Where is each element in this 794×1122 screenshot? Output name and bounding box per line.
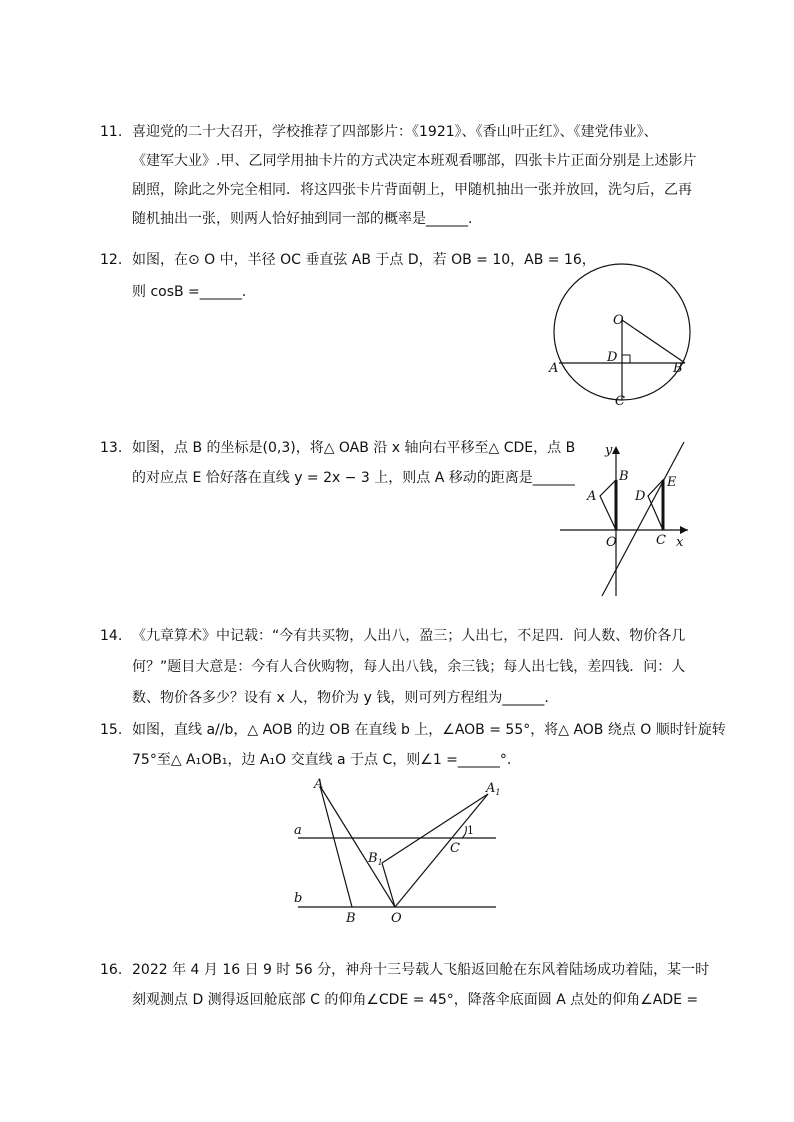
question-number: 15. — [100, 722, 123, 738]
label-A: A — [549, 361, 559, 376]
label-A1: $A_1$ — [486, 781, 501, 797]
question-line: 何？”题目大意是：今有人合伙购物，每人出八钱，余三钱；每人出七钱，差四钱．问：人 — [132, 659, 686, 675]
question-number: 14. — [100, 628, 123, 644]
question-13 — [100, 434, 576, 494]
label-B1: $B_1$ — [368, 851, 383, 867]
label-O: O — [606, 535, 617, 550]
question-16 — [100, 956, 710, 1016]
question-line: 喜迎党的二十大召开，学校推荐了四部影片：《1921》、《香山叶正红》、《建党伟业》、 — [132, 124, 658, 140]
question-line: 2022 年 4 月 16 日 9 时 56 分，神舟十三号载人飞船返回舱在东风着陆场成功着陆，某一时 — [132, 962, 710, 978]
question-line: 如图，点 B 的坐标是(0,3)，将△ OAB 沿 x 轴向右平移至△ CDE，点 B — [132, 440, 576, 456]
question-number: 12. — [100, 252, 123, 268]
label-B: B — [346, 911, 356, 926]
label-angle-1: 1 — [467, 824, 474, 837]
label-C: C — [615, 394, 625, 409]
question-line: 刻观测点 D 测得返回舱底部 C 的仰角∠CDE = 45°，降落伞底面圆 A 点处的仰角∠ADE = — [132, 992, 699, 1008]
label-D: D — [635, 489, 646, 504]
question-11 — [100, 118, 700, 238]
question-number: 13. — [100, 440, 123, 456]
question-line: 《建军大业》.甲、乙同学用抽卡片的方式决定本班观看哪部，四张卡片正面分别是上述影片 — [132, 153, 697, 169]
label-O: O — [613, 313, 624, 328]
label-C: C — [656, 533, 666, 548]
question-15 — [100, 716, 726, 776]
coordinate-figure — [560, 436, 700, 601]
question-line: 《九章算术》中记载：“今有共买物，人出八，盈三；人出七，不足四．问人数、物价各几 — [132, 628, 686, 644]
question-number: 16. — [100, 962, 123, 978]
question-line: 则 cosB =______. — [132, 284, 247, 300]
label-O: O — [391, 911, 402, 926]
question-line: 随机抽出一张，则两人恰好抽到同一部的概率是______. — [132, 211, 473, 227]
label-x: x — [676, 535, 684, 550]
label-D: D — [607, 350, 618, 365]
question-line: 如图，在⊙ O 中，半径 OC 垂直弦 AB 于点 D，若 OB = 10，AB = 16， — [132, 252, 596, 268]
label-y: y — [605, 443, 613, 458]
label-C: C — [450, 841, 460, 856]
question-number: 11. — [100, 124, 123, 140]
label-a: a — [294, 823, 302, 838]
label-B: B — [673, 361, 683, 376]
question-14 — [100, 622, 700, 712]
question-line: 的对应点 E 恰好落在直线 y = 2x − 3 上，则点 A 移动的距离是______ — [132, 470, 575, 486]
question-line: 75°至△ A₁OB₁，边 A₁O 交直线 a 于点 C，则∠1 =______°. — [132, 752, 512, 768]
label-B: B — [619, 469, 629, 484]
parallel-lines-figure — [290, 776, 505, 926]
circle-figure — [545, 245, 705, 415]
label-b: b — [294, 891, 303, 906]
question-line: 剧照，除此之外完全相同．将这四张卡片背面朝上，甲随机抽出一张并放回，洗匀后，乙再 — [132, 182, 692, 198]
question-line: 数、物价各多少？设有 x 人，物价为 y 钱，则可列方程组为______. — [132, 690, 549, 706]
label-A: A — [314, 777, 324, 792]
question-12 — [100, 246, 596, 306]
label-A: A — [587, 489, 597, 504]
label-E: E — [667, 475, 677, 490]
question-line: 如图，直线 a//b，△ AOB 的边 OB 在直线 b 上，∠AOB = 55°，将△ AOB 绕点 O 顺时针旋转 — [132, 722, 726, 738]
